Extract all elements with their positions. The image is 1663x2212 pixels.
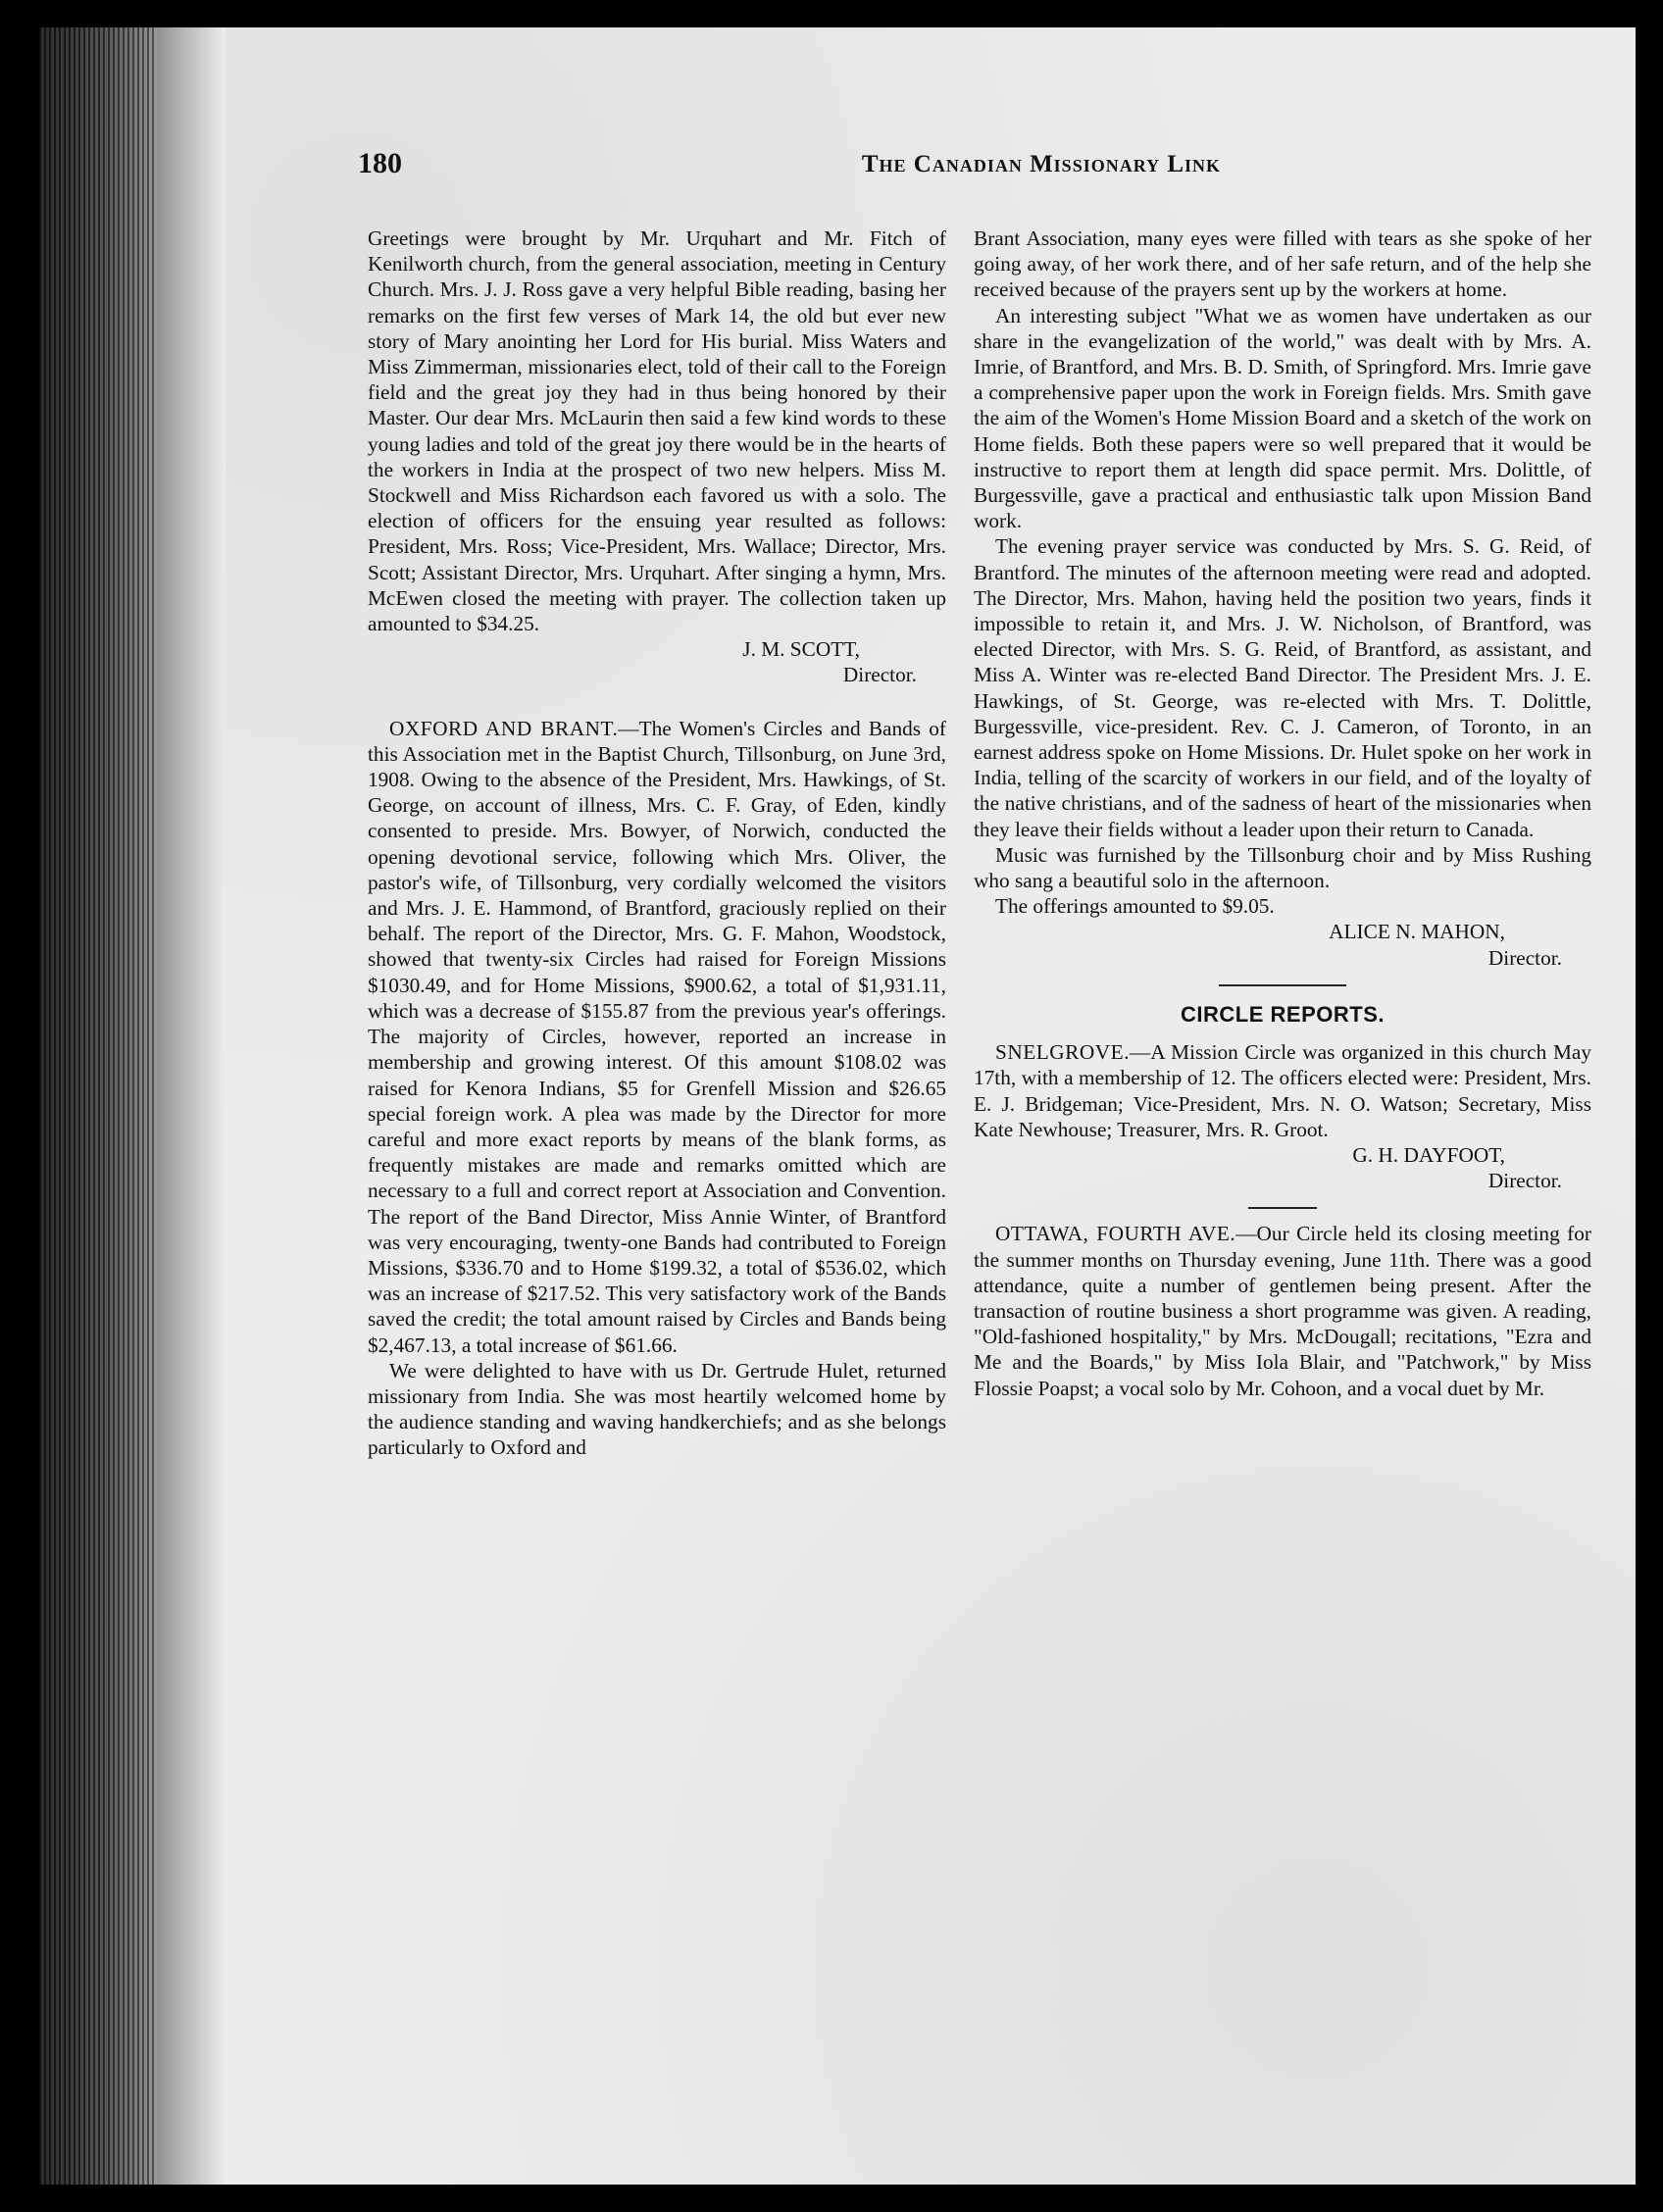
signature-title: Director. — [842, 663, 917, 687]
paragraph-snelgrove-body: —A Mission Circle was organized in this church May 17th, with a membership of 12. The officers elected were: President, Mrs. E. J. Bridgeman; Vice-President, Mrs. N. O. Watson; Secretary, Miss Kate Newhouse; Treasurer, Mrs. R. Groot. — [974, 1040, 1591, 1141]
paragraph-brant-association: Brant Association, many eyes were filled with tears as she spoke of her going away, of her work there, and of her safe return, and of the help she received because of the prayers sent up by the workers at home. — [974, 226, 1591, 302]
paragraph-evening-service: The evening prayer service was conducted by Mrs. S. G. Reid, of Brantford. The minutes of the afternoon meeting were read and adopted. The Director, Mrs. Mahon, having held the position two years, finds it impossible to retain it, and Mrs. J. W. Nicholson, of Brantford, was elected Director, with Mrs. S. G. Reid, of Brantford, as assistant, and Miss A. Winter was re-elected Band Director. The President Mrs. J. E. Hawkings, of St. George, was re-elected with Mrs. T. Dolittle, Burgessville, vice-president. Rev. C. J. Cameron, of Toronto, in an earnest address spoke on Home Missions. Dr. Hulet spoke on her work in India, telling of the scarcity of workers in our field, and of the loyalty of the native christians, and of the sadness of heart of the missionaries when they leave their fields without a leader upon their return to Canada. — [974, 534, 1591, 841]
paragraph-offerings: The offerings amounted to $9.05. — [995, 894, 1275, 919]
paragraph-ottawa — [974, 1221, 1591, 1400]
signature-name: ALICE N. MAHON, — [1329, 920, 1505, 944]
page-header — [358, 147, 1221, 196]
paragraph-oxford-brant — [368, 716, 946, 1358]
signature-name: G. H. DAYFOOT, — [1352, 1142, 1505, 1167]
paragraph-snelgrove — [974, 1039, 1591, 1142]
paragraph-evangelization: An interesting subject "What we as women have undertaken as our share in the evangelization of the world," was dealt with by Mrs. A. Imrie, of Brantford, and Mrs. B. D. Smith, of Springford. Mrs. Imrie gave a comprehensive paper upon the work in Foreign fields. Mrs. Smith gave the aim of the Women's Home Mission Board and a sketch of the work on Home fields. Both these papers were so well prepared that it would be instructive to report them at length did space permit. Mrs. Dolittle, of Burgessville, gave a practical and enthusiastic talk upon Mission Band work. — [974, 303, 1591, 533]
divider-rule — [1248, 1207, 1317, 1209]
section-heading: CIRCLE REPORTS. — [1181, 1001, 1385, 1027]
running-title: The Canadian Missionary Link — [861, 151, 1221, 177]
section-lead-snelgrove: SNELGROVE. — [995, 1040, 1130, 1065]
right-column — [974, 226, 1591, 1401]
signature-title: Director. — [1487, 945, 1562, 970]
spacer — [368, 688, 946, 716]
signature-name: J. M. SCOTT, — [742, 637, 860, 662]
page-number: 180 — [358, 147, 402, 179]
paragraph-dr-hulet: We were delighted to have with us Dr. Gertrude Hulet, returned missionary from India. She was most heartily welcomed home by the audience standing and waving handkerchiefs; and as she belongs particularly to Oxford and — [368, 1358, 946, 1460]
divider-rule — [1219, 984, 1346, 986]
paragraph-toronto-report: Greetings were brought by Mr. Urquhart and Mr. Fitch of Kenilworth church, from the general association, meeting in Century Church. Mrs. J. J. Ross gave a very helpful Bible reading, basing her remarks on the first few verses of Mark 14, the old but ever new story of Mary anointing her Lord for His burial. Miss Waters and Miss Zimmerman, missionaries elect, told of their call to the Foreign field and the great joy they had in thus being honored by their Master. Our dear Mrs. McLaurin then said a few kind words to these young ladies and told of the great joy there would be in the hearts of the workers in India at the prospect of two new helpers. Miss M. Stockwell and Miss Richardson each favored us with a solo. The election of officers for the ensuing year resulted as follows: President, Mrs. Ross; Vice-President, Mrs. Wallace; Director, Mrs. Scott; Assistant Director, Mrs. Urquhart. After singing a hymn, Mrs. McEwen closed the meeting with prayer. The collection taken up amounted to $34.25. — [368, 226, 946, 636]
section-lead-oxford-brant: OXFORD AND BRANT. — [389, 716, 619, 740]
paragraph-ottawa-body: —Our Circle held its closing meeting for the summer months on Thursday evening, June 11th. There was a good attendance, quite a number of gentlemen being present. After the transaction of routine business a short programme was given. A reading, "Old-fashioned hospitality," by Mrs. McDougall; recitations, "Ezra and Me and the Boards," by Miss Iola Blair, and "Patchwork," by Miss Flossie Poapst; a vocal solo by Mr. Cohoon, and a vocal duet by Mr. — [974, 1222, 1591, 1400]
left-column — [368, 226, 946, 1461]
section-lead-ottawa: OTTAWA, FOURTH AVE. — [995, 1222, 1236, 1246]
paragraph-music: Music was furnished by the Tillsonburg choir and by Miss Rushing who sang a beautiful solo in the afternoon. — [974, 842, 1591, 893]
page-edges — [39, 27, 157, 2185]
signature-title: Director. — [1487, 1169, 1562, 1193]
paragraph-oxford-brant-body: —The Women's Circles and Bands of this Association met in the Baptist Church, Tillsonburg, on June 3rd, 1908. Owing to the absence of the President, Mrs. Hawkings, of St. George, on account of illness, Mrs. C. F. Gray, of Eden, kindly consented to preside. Mrs. Bowyer, of Norwich, conducted the opening devotional service, following which Mrs. Oliver, the pastor's wife, of Tillsonburg, very cordially welcomed the visitors and Mrs. J. E. Hammond, of Brantford, graciously replied on their behalf. The report of the Director, Mrs. G. F. Mahon, Woodstock, showed that twenty-six Circles had raised for Foreign Missions $1030.49, and for Home Missions, $900.62, a total of $1,931.11, which was a decrease of $155.87 from the previous year's offerings. The majority of Circles, however, reported an increase in membership and growing interest. Of this amount $108.02 was raised for Kenora Indians, $5 for Grenfell Mission and $26.65 special foreign work. A plea was made by the Director for more careful and more exact reports by means of the blank forms, as frequently mistakes are made and remarks omitted which are necessary to a full and correct report at Association and Convention. The report of the Band Director, Miss Annie Winter, of Brantford was very encouraging, twenty-one Bands had contributed to Foreign Missions, $336.70 and to Home $199.32, a total of $536.02, which was an increase of $217.52. This very satisfactory work of the Bands saved the credit; the total amount raised by Circles and Bands being $2,467.13, a total increase of $61.66. — [368, 716, 946, 1357]
